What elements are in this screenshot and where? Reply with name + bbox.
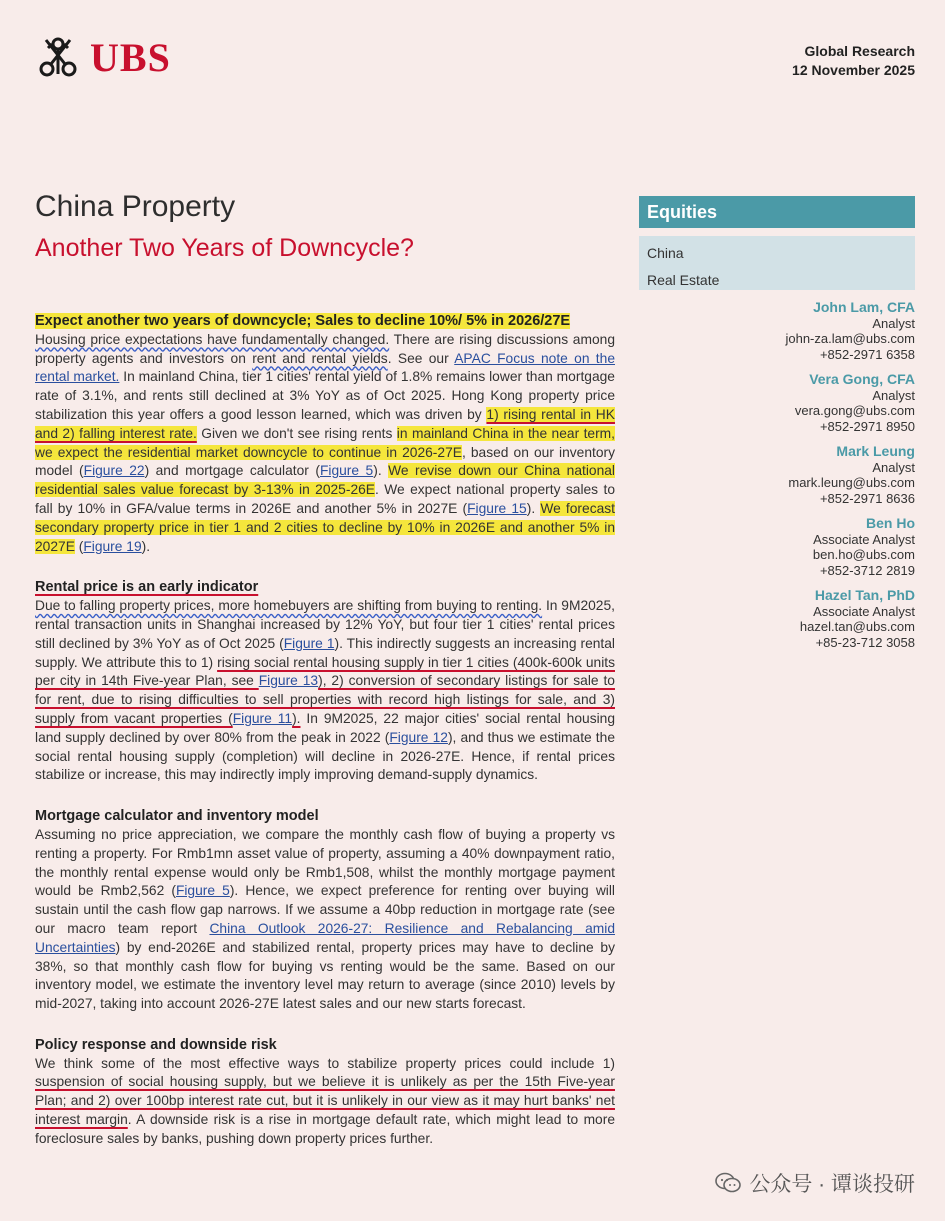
wechat-icon bbox=[715, 1172, 741, 1194]
text-run: Assuming no price appreciation, we compare the monthly cash flow of buying a property vs renting a property. For Rmb1mn asset value of property, assuming a 40% downpayment ratio, the monthly rental expense would only be Rmb1,508, whilst the monthly mortgage payment would be Rmb2,562 ( bbox=[35, 826, 615, 899]
link-figure-5[interactable]: Figure 5 bbox=[175, 883, 230, 899]
analyst-phone: +85-23-712 3058 bbox=[815, 634, 915, 650]
section-heading: Policy response and downside risk bbox=[35, 1036, 277, 1053]
link-apac-focus[interactable]: APAC Focus note on the rental market. bbox=[35, 350, 615, 385]
text-run: ), 2) conversion of secondary listings for sale to for rent, due to rising difficulties to sell properties with record high listings for sale, and 3) supply from vacant properties ( bbox=[35, 673, 615, 726]
analyst-phone: +852-3712 2819 bbox=[819, 562, 915, 578]
link-figure-12[interactable]: Figure 12 bbox=[389, 729, 448, 745]
analyst-phone: +852-2971 8950 bbox=[819, 418, 915, 434]
analyst-name: Mark Leung bbox=[836, 443, 915, 459]
analyst-email[interactable]: mark.leung@ubs.com bbox=[788, 475, 915, 490]
text-run: ), and thus we estimate the social rental housing supply (completion) will decline in 2026-27E. Hence, if rental prices stabilize or increase, this may indirectly imply improving demand-supply dynamics. bbox=[35, 729, 615, 783]
analyst-card bbox=[655, 588, 915, 650]
link-figure-5[interactable]: Figure 5 bbox=[319, 463, 374, 479]
analyst-name: John Lam, CFA bbox=[813, 299, 915, 315]
text-run: We revise down our China national residential sales value forecast by 3-13% in 2025-26E bbox=[35, 463, 615, 498]
text-run: We forecast secondary property price in tier 1 and 2 cities to decline by 10% in 2026E and another 5% in 2027E bbox=[35, 500, 615, 554]
analyst-email[interactable]: hazel.tan@ubs.com bbox=[799, 619, 915, 634]
text-run: In 9M2025, 22 major cities' social rental housing land supply declined by over 80% from the peak in 2022 ( bbox=[35, 710, 615, 745]
text-run: rent and rental yields bbox=[252, 350, 388, 366]
section-paragraph bbox=[35, 331, 615, 557]
text-run: ). bbox=[292, 710, 301, 726]
text-run: Due to falling property prices, more homebuyers are shifting from buying to renting. bbox=[35, 598, 543, 614]
analyst-name: Hazel Tan, PhD bbox=[814, 587, 915, 603]
link-figure-1[interactable]: Figure 1 bbox=[283, 635, 335, 651]
text-run: . A downside risk is a rise in mortgage default rate, which might lead to more foreclosure sales by banks, pushing down property prices further. bbox=[35, 1112, 616, 1146]
ubs-wordmark: UBS bbox=[90, 35, 171, 80]
text-run: ). bbox=[141, 538, 151, 554]
text-run: 1) rising rental in HK and 2) falling interest rate. bbox=[35, 406, 615, 441]
section-rental bbox=[35, 578, 615, 785]
text-run: , based on our inventory model ( bbox=[35, 444, 615, 479]
watermark-text: 公众号 · 谭谈投研 bbox=[749, 1173, 915, 1196]
analyst-card bbox=[655, 516, 915, 578]
keys-logo-icon bbox=[34, 34, 82, 82]
analyst-role: Associate Analyst bbox=[813, 531, 915, 547]
section-paragraph bbox=[35, 597, 615, 785]
tag-china: China bbox=[647, 245, 684, 261]
analyst-role: Associate Analyst bbox=[813, 603, 915, 619]
link-figure-19[interactable]: Figure 19 bbox=[83, 538, 142, 554]
text-run: ). bbox=[526, 500, 541, 516]
page-subtitle: Another Two Years of Downcycle? bbox=[35, 234, 414, 262]
page-title: China Property bbox=[35, 190, 236, 223]
watermark bbox=[715, 1168, 915, 1198]
section-paragraph bbox=[35, 826, 615, 1014]
analyst-name: Ben Ho bbox=[866, 515, 915, 531]
text-run: suspension of social housing supply, but we believe it is unlikely as per the 15th Five-year Plan; and 2) over 100bp interest rate cut, but it is unlikely in our view as it may hurt banks' net interest margin bbox=[35, 1074, 615, 1128]
text-run: In mainland China, tier 1 cities' rental yield of 1.8% remains lower than mortgage rate of 3.1%, and rents still declined at 3% YoY as of Oct 2025. Hong Kong property price stabilization this year offers a good lesson learned, which was driven by bbox=[35, 369, 615, 422]
text-run: Given we don't see rising rents bbox=[196, 425, 397, 441]
text-run: ). This indirectly suggests an increasing rental supply. We attribute this to 1) bbox=[35, 635, 615, 670]
section-summary bbox=[35, 312, 615, 556]
text-run: ). bbox=[373, 463, 389, 479]
report-date: 12 November 2025 bbox=[792, 62, 915, 78]
link-figure-13[interactable]: Figure 13 bbox=[258, 673, 319, 689]
text-run: Housing price expectations have fundamentally changed. bbox=[35, 331, 390, 347]
analyst-email[interactable]: ben.ho@ubs.com bbox=[812, 547, 915, 562]
text-run: ). Hence, we expect preference for renting over buying will sustain until the cash flow gap narrows. If we assume a 40bp reduction in mortgage rate (see our macro team report bbox=[35, 883, 615, 936]
analyst-role: Analyst bbox=[872, 315, 915, 331]
analyst-phone: +852-2971 8636 bbox=[819, 490, 915, 506]
ubs-logo bbox=[34, 34, 171, 82]
category-header: Equities bbox=[639, 196, 915, 228]
analyst-email[interactable]: john-za.lam@ubs.com bbox=[785, 331, 915, 346]
category-tags bbox=[639, 236, 915, 290]
text-run: We think some of the most effective ways to stabilize property prices could include 1) bbox=[35, 1055, 615, 1071]
text-run: . See our bbox=[387, 350, 455, 366]
analyst-list bbox=[655, 300, 915, 660]
section-heading: Expect another two years of downcycle; Sales to decline 10%/ 5% in 2026/27E bbox=[35, 313, 571, 329]
tag-real-estate: Real Estate bbox=[647, 272, 720, 288]
analyst-card bbox=[655, 300, 915, 362]
analyst-phone: +852-2971 6358 bbox=[819, 346, 915, 362]
section-policy bbox=[35, 1036, 615, 1149]
report-meta bbox=[792, 42, 915, 80]
analyst-name: Vera Gong, CFA bbox=[809, 371, 915, 387]
text-run: In 9M2025, rental transaction units in Shanghai increased by 12% YoY, but four tier 1 cities' rental prices still declined by 3% YoY as of Oct 2025 ( bbox=[35, 598, 615, 651]
section-mortgage bbox=[35, 807, 615, 1014]
text-run: ) and mortgage calculator ( bbox=[144, 463, 320, 479]
text-run: . We expect national property sales to fall by 10% in GFA/value terms in 2026E and another 5% in 2027E ( bbox=[35, 482, 615, 516]
analyst-card bbox=[655, 372, 915, 434]
report-type: Global Research bbox=[804, 43, 915, 59]
section-paragraph bbox=[35, 1055, 615, 1149]
analyst-role: Analyst bbox=[872, 459, 915, 475]
text-run: rising social rental housing supply in tier 1 cities (400k-600k units per city in 14th Five-year Plan, see bbox=[35, 654, 615, 689]
section-heading: Mortgage calculator and inventory model bbox=[35, 808, 319, 825]
analyst-card bbox=[655, 444, 915, 506]
link-figure-11[interactable]: Figure 11 bbox=[232, 710, 293, 726]
text-run: ( bbox=[74, 538, 84, 554]
text-run: ) by end-2026E and stabilized rental, property prices may have to decline by 38%, so that monthly cash flow for buying vs renting would be the same. Based on our inventory model, we estimate the inventory level may return to average (since 2010) levels by mid-2027, taking into account 2026-27E latest sales and our new starts forecast. bbox=[35, 939, 615, 1012]
link-china-outlook[interactable]: China Outlook 2026-27: Resilience and Rebalancing amid Uncertainties bbox=[35, 920, 615, 955]
text-run: There are rising discussions among property agents and investors on bbox=[35, 331, 615, 366]
analyst-role: Analyst bbox=[872, 387, 915, 403]
analyst-email[interactable]: vera.gong@ubs.com bbox=[794, 403, 915, 418]
text-run: in mainland China in the near term, we expect the residential market downcycle to continue in 2026-27E bbox=[35, 425, 616, 460]
link-figure-15[interactable]: Figure 15 bbox=[467, 500, 527, 516]
link-figure-22[interactable]: Figure 22 bbox=[83, 463, 145, 479]
section-heading: Rental price is an early indicator bbox=[35, 579, 259, 596]
report-body bbox=[35, 312, 615, 1149]
